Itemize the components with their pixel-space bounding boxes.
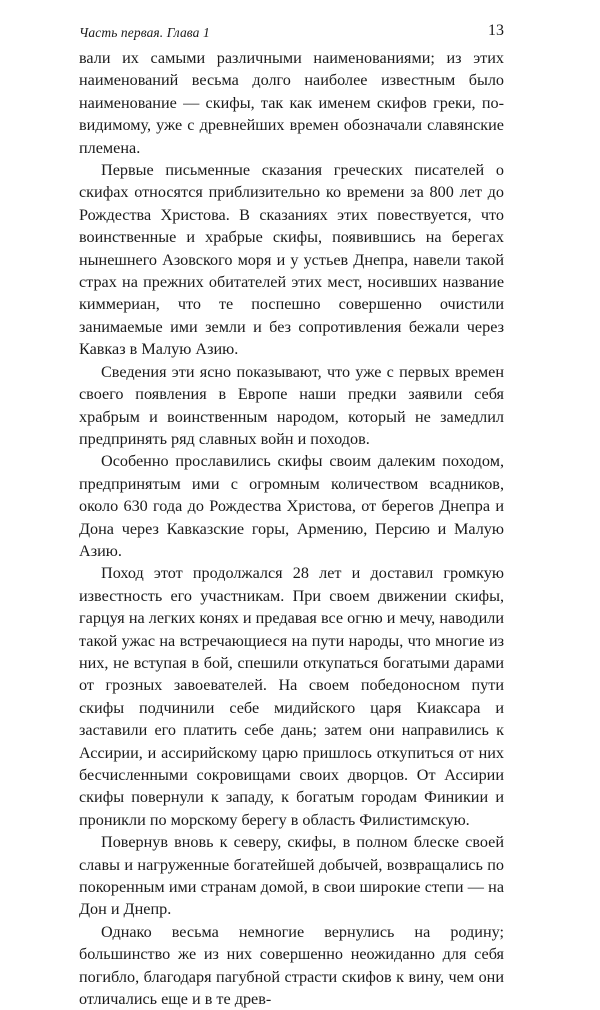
page-number: 13 (488, 22, 504, 39)
paragraph: Сведения эти ясно показывают, что уже с первых времен своего появления в Европе наши предки заявили себя храбрым и воинственным народом, который не замедлил предпринять ряд славных войн и походов. (79, 362, 504, 448)
paragraph: Особенно прославились скифы своим далеким походом, предпринятым ими с огромным количеством всадников, около 630 года до Рождества Христова, от берегов Днепра и Дона через Кавказские горы, Армению, Персию и Малую Азию. (79, 452, 504, 560)
paragraph: Первые письменные сказания греческих писателей о скифах относятся приблизительно ко времени за 800 лет до Рождества Христова. В сказаниях этих повествуется, что воинственные и храбрые скифы, появившись на берегах нынешнего Азовского моря и у устьев Днепра, навели такой страх на прежних обитателей этих мест, носивших название киммериан, что те поспешно совершенно очистили занимаемые ими земли и без сопротивления бежали через Кавказ в Малую Азию. (79, 161, 504, 359)
paragraph-continuation: вали их самыми различными наименованиями; из этих наименований весьма долго наиболее известным было наименование — скифы, так как именем скифов греки, по-видимому, уже с древнейших времен обозначали славянские племена. (79, 49, 504, 157)
paragraph: Поход этот продолжался 28 лет и доставил громкую известность его участникам. При своем движении скифы, гарцуя на легких конях и предавая все огню и мечу, наводили такой ужас на встречающиеся на пути народы, что многие из них, не вступая в бой, спешили откупаться богатыми дарами от грозных завоевателей. На своем победоносном пути скифы подчинили себе мидийского царя Киаксара и заставили его платить себе дань; затем они направились к Ассирии, и ассирийскому царю пришлось откупиться от них бесчисленными сокровищами своих дворцов. От Ассирии скифы повернули к западу, к богатым городам Финикии и проникли по морскому берегу в область Филистимскую. (79, 564, 504, 829)
running-head: Часть первая. Глава 1 (79, 25, 210, 40)
page-header (79, 22, 504, 42)
paragraph: Однако весьма немногие вернулись на родину; большинство же из них совершенно неожиданно для себя погибло, благодаря пагубной страсти скифов к вину, чем они отличались еще и в те древ- (79, 922, 504, 1009)
body-text (79, 47, 504, 1010)
paragraph: Повернув вновь к северу, скифы, в полном блеске своей славы и нагруженные богатейшей добычей, возвращались по покоренным ими странам домой, в свои широкие степи — на Дон и Днепр. (79, 833, 504, 919)
